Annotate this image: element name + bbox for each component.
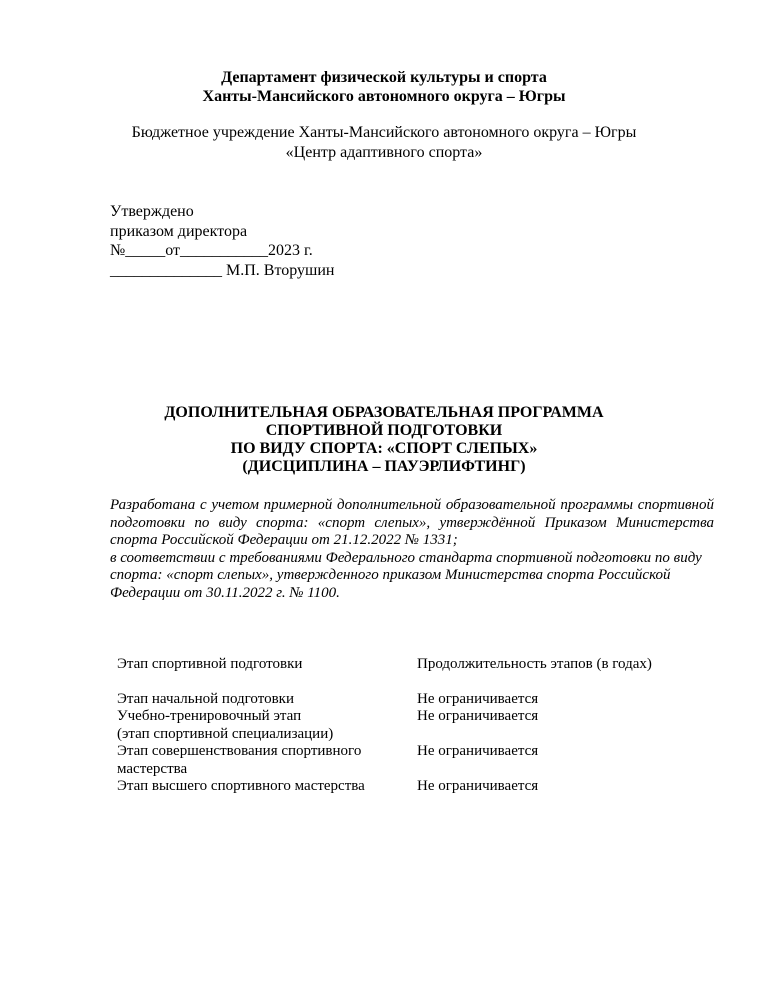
department-line-1: Департамент физической культуры и спорта [221,69,547,86]
approval-line-2: приказом директора [110,222,248,240]
department-header [0,68,768,106]
description-paragraph-2: в соответствии с требованиями Федерального стандарта спортивной подготовки по виду спорта: «спорт слепых», утвержденного приказом Министерства спорта Российской Федерации от 30.11.2022 г. № 1100. [110,549,702,601]
stage-name-line: Учебно-тренировочный этап [117,708,302,724]
program-title [0,404,768,476]
approval-line-1: Утверждено [110,203,194,220]
stage-name [117,708,417,743]
stage-name-line: мастерства [117,760,188,777]
stage-duration: Не ограничивается [417,690,539,707]
stage-duration: Не ограничивается [417,743,539,759]
department-line-2: Ханты-Мансийского автономного округа – Югры [202,88,566,105]
stage-duration: Не ограничивается [417,778,539,794]
approval-line-4: ______________ М.П. Вторушин [110,261,335,279]
title-line-1: ДОПОЛНИТЕЛЬНАЯ ОБРАЗОВАТЕЛЬНАЯ ПРОГРАММА [164,404,604,421]
title-line-2: СПОРТИВНОЙ ПОДГОТОВКИ [265,422,503,439]
table-row [117,743,697,778]
institution-header [0,123,768,163]
institution-line-2: «Центр адаптивного спорта» [285,144,483,161]
header-stage: Этап спортивной подготовки [117,656,303,672]
title-line-4: (ДИСЦИПЛИНА – ПАУЭРЛИФТИНГ) [242,458,526,475]
stage-name-line: Этап начальной подготовки [117,690,294,707]
stage-name-line: Этап высшего спортивного мастерства [117,778,365,794]
table-row [117,708,697,743]
approval-block [110,202,334,280]
stage-duration: Не ограничивается [417,708,539,724]
stages-table [117,656,697,796]
table-row [117,691,697,709]
institution-line-1: Бюджетное учреждение Ханты-Мансийского автономного округа – Югры [131,124,637,141]
description-paragraph-1: Разработана с учетом примерной дополнительной образовательной программы спортивной подготовки по виду спорта: «спорт слепых», утверждённой Приказом Министерства спорта Российской Федерации от 21.12.2022 № 1331; [110,497,714,548]
stage-name [117,778,417,796]
header-duration: Продолжительность этапов (в годах) [417,656,652,672]
stages-table-header [117,656,697,674]
stage-name [117,743,417,778]
stage-name-line: (этап спортивной специализации) [117,725,334,742]
stage-name [117,691,417,709]
title-line-3: ПО ВИДУ СПОРТА: «СПОРТ СЛЕПЫХ» [230,440,538,457]
approval-line-3: №_____от___________2023 г. [110,242,313,259]
stage-name-line: Этап совершенствования спортивного [117,743,362,759]
table-row [117,778,697,796]
program-description [110,497,714,602]
